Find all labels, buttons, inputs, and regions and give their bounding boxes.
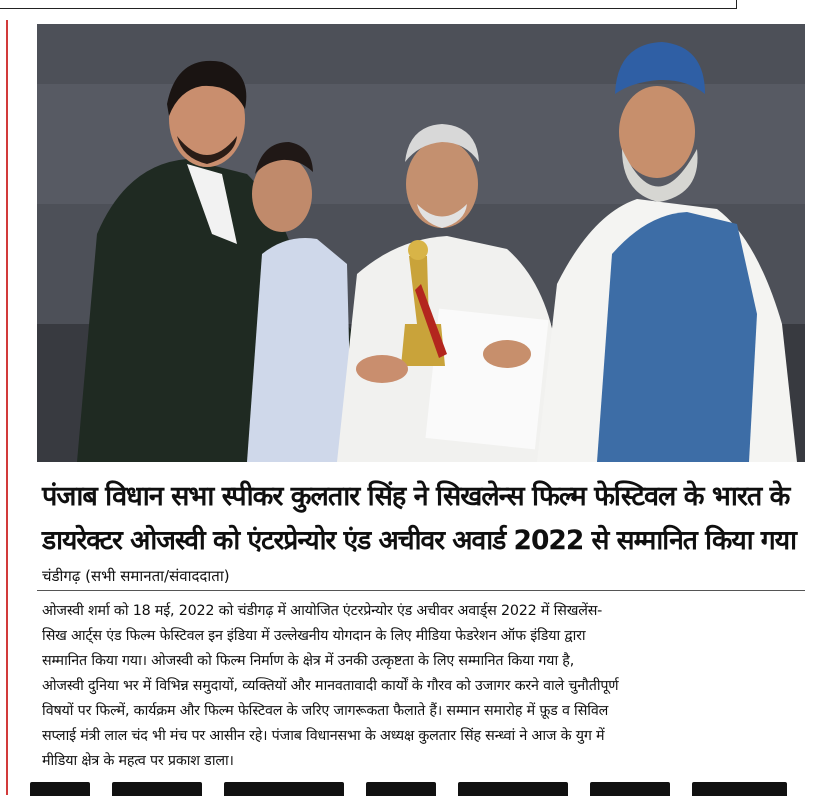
award-ceremony-photo — [37, 24, 805, 462]
body-text-line: सप्लाई मंत्री लाल चंद भी मंच पर आसीन रहे। पंजाब विधानसभा के अध्यक्ष कुलतार सिंह सन्ध्वां ने आज के युग में — [42, 728, 605, 744]
next-headline-cutoff — [30, 782, 810, 796]
headline-line-1: पंजाब विधान सभा स्पीकर कुलतार सिंह ने सिखलेन्स फिल्म फेस्टिवल के भारत के — [42, 481, 790, 512]
body-text-line: ओजस्वी शर्मा को 18 मई, 2022 को चंडीगढ़ में आयोजित एंटरप्रेन्योर एंड अचीवर अवार्ड्स 2022 में सिखलेंस- — [42, 603, 603, 619]
dateline-divider — [37, 590, 805, 591]
body-text-line: ओजस्वी दुनिया भर में विभिन्न समुदायों, व्यक्तियों और मानवतावादी कार्यों के गौरव को उजागर करने वाले चुनौतीपूर्ण — [42, 678, 619, 694]
body-text-line: मीडिया क्षेत्र के महत्व पर प्रकाश डाला। — [42, 753, 234, 769]
body-text-line: सम्मानित किया गया। ओजस्वी को फिल्म निर्माण के क्षेत्र में उनकी उत्कृष्टता के लिए सम्मानित किया गया है, — [42, 653, 575, 669]
body-text-line: विषयों पर फिल्में, कार्यक्रम और फिल्म फेस्टिवल के जरिए जागरूकता फैलाते हैं। सम्मान समारोह में फ़ूड व सिविल — [42, 703, 609, 719]
top-frame-rule — [0, 0, 737, 9]
news-photo — [37, 24, 805, 462]
body-text-line: सिख आर्ट्स एंड फिल्म फेस्टिवल इन इंडिया में उल्लेखनीय योगदान के लिए मीडिया फेडरेशन ऑफ इंडिया द्वारा — [42, 628, 586, 644]
dateline: चंडीगढ़ (सभी समानता/संवाददाता) — [42, 567, 230, 585]
headline-line-2: डायरेक्टर ओजस्वी को एंटरप्रेन्योर एंड अचीवर अवार्ड 2022 से सम्मानित किया गया — [42, 525, 796, 556]
left-red-rule — [6, 20, 8, 795]
